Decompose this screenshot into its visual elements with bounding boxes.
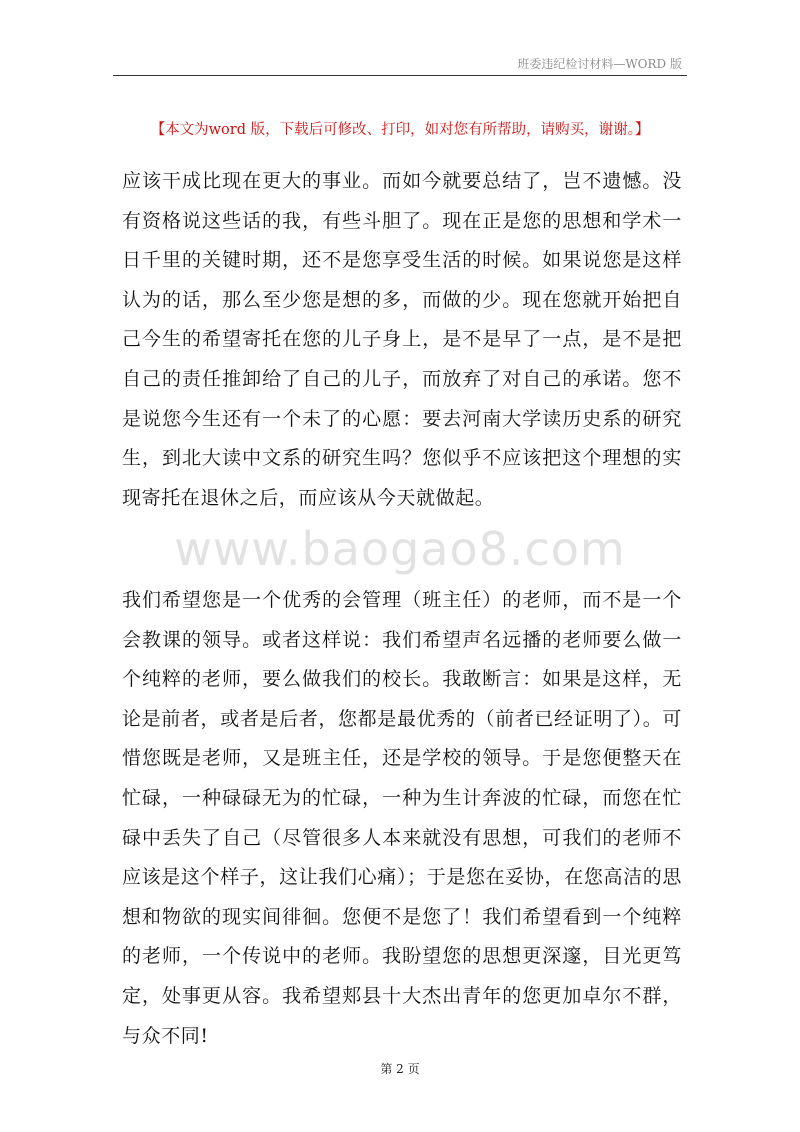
download-notice: 【本文为word 版，下载后可修改、打印，如对您有所帮助，请购买，谢谢。】: [150, 122, 650, 138]
header-divider: [113, 75, 687, 76]
body-paragraph-1: 应该干成比现在更大的事业。而如今就要总结了，岂不遗憾。没有资格说这些话的我，有些斗胆了。现在正是您的思想和学术一日千里的关键时期，还不是您享受生活的时候。如果说您是这样认为的话，那么至少您是想的多，而做的少。现在您就开始把自己今生的希望寄托在您的儿子身上，是不是早了一点，是不是把自己的责任推卸给了自己的儿子，而放弃了对自己的承诺。您不是说您今生还有一个未了的心愿：要去河南大学读历史系的研究生，到北大读中文系的研究生吗？您似乎不应该把这个理想的实现寄托在退休之后，而应该从今天就做起。: [122, 170, 682, 509]
body-paragraph-2: 我们希望您是一个优秀的会管理（班主任）的老师，而不是一个会教课的领导。或者这样说：我们希望声名远播的老师要么做一个纯粹的老师，要么做我们的校长。我敢断言：如果是这样，无论是前者，或者是后者，您都是最优秀的（前者已经证明了）。可惜您既是老师，又是班主任，还是学校的领导。于是您便整天在忙碌，一种碌碌无为的忙碌，一种为生计奔波的忙碌，而您在忙碌中丢失了自己（尽管很多人本来就没有思想，可我们的老师不应该是这个样子，这让我们心痛）；于是您在妥协，在您高洁的思想和物欲的现实间徘徊。您便不是您了！我们希望看到一个纯粹的老师，一个传说中的老师。我盼望您的思想更深邃，目光更笃定，处事更从容。我希望郏县十大杰出青年的您更加卓尔不群，与众不同!: [122, 589, 682, 1047]
document-header-title: 班委违纪检讨材料—WORD 版: [517, 57, 682, 71]
page-number: 第 2 页: [380, 1062, 420, 1076]
watermark: www.baogao8.com: [174, 522, 626, 576]
